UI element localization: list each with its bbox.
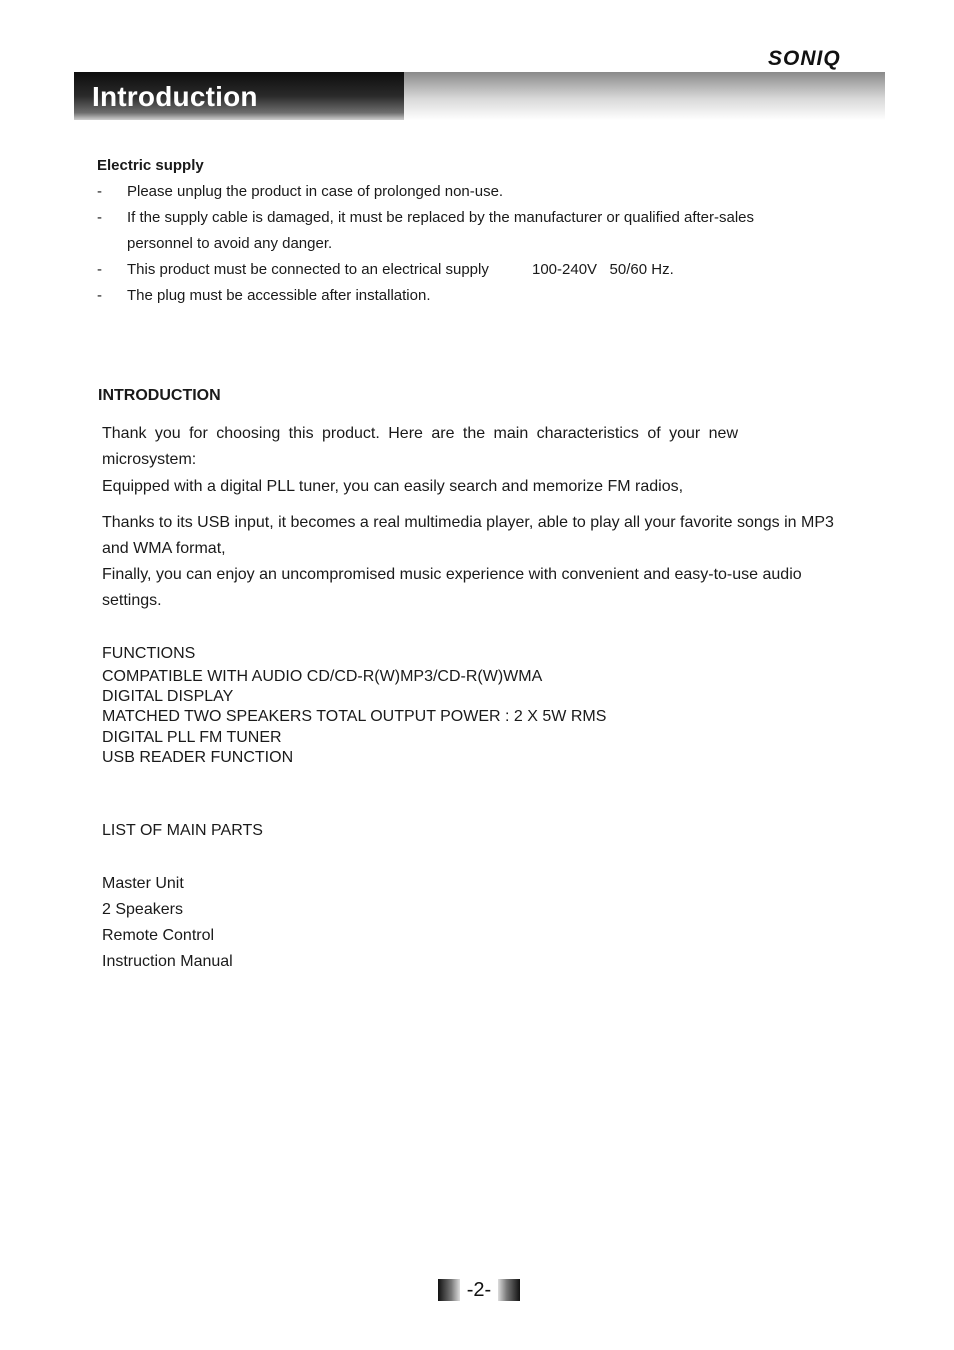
intro-paragraph-line: Equipped with a digital PLL tuner, you can easily search and memorize FM radios, [102, 478, 684, 495]
bullet-text: If the supply cable is damaged, it must be replaced by the manufacturer or qualified after-sales [127, 209, 755, 226]
bullet-text: Please unplug the product in case of prolonged non-use. [127, 183, 504, 200]
bullet-dash: - [97, 287, 102, 304]
page-number [438, 1279, 520, 1301]
functions-heading: FUNCTIONS [102, 645, 196, 662]
intro-paragraph-line: settings. [102, 592, 162, 609]
main-parts-heading: LIST OF MAIN PARTS [102, 822, 263, 839]
bullet-dash: - [97, 261, 102, 278]
function-item: DIGITAL DISPLAY [102, 688, 234, 705]
page-number-text: -2- [466, 1279, 492, 1301]
bullet-dash: - [97, 183, 102, 200]
bullet-dash: - [97, 209, 102, 226]
function-item: COMPATIBLE WITH AUDIO CD/CD-R(W)MP3/CD-R(W)WMA [102, 668, 543, 685]
page-title: Introduction [92, 81, 258, 112]
function-item: MATCHED TWO SPEAKERS TOTAL OUTPUT POWER : 2 X 5W RMS [102, 708, 607, 725]
bullet-text: This product must be connected to an electrical supply [127, 261, 489, 278]
page-number-right-block [498, 1279, 520, 1301]
intro-paragraph-line: and WMA format, [102, 540, 226, 557]
supply-spec: 100-240V 50/60 Hz. [532, 261, 674, 278]
main-part-item: Master Unit [102, 875, 184, 892]
main-part-item: Remote Control [102, 927, 215, 944]
intro-paragraph-line: Thanks to its USB input, it becomes a real multimedia player, able to play all your favorite songs in MP3 [102, 514, 834, 531]
bullet-text: The plug must be accessible after installation. [127, 287, 431, 304]
svg-text:SONIQ: SONIQ [768, 47, 841, 70]
function-item: DIGITAL PLL FM TUNER [102, 729, 282, 746]
function-item: USB READER FUNCTION [102, 749, 294, 766]
main-part-item: Instruction Manual [102, 953, 233, 970]
bullet-text: personnel to avoid any danger. [127, 235, 333, 252]
introduction-heading: INTRODUCTION [98, 387, 221, 404]
intro-paragraph-line: microsystem: [102, 451, 197, 468]
page-number-left-block [438, 1279, 460, 1301]
intro-paragraph-line: Thank you for choosing this product. Here are the main characteristics of your new [102, 425, 738, 442]
intro-paragraph-line: Finally, you can enjoy an uncompromised music experience with convenient and easy-to-use audio [102, 566, 802, 583]
electric-supply-heading: Electric supply [97, 157, 204, 174]
main-part-item: 2 Speakers [102, 901, 183, 918]
soniq-logo [768, 46, 866, 70]
